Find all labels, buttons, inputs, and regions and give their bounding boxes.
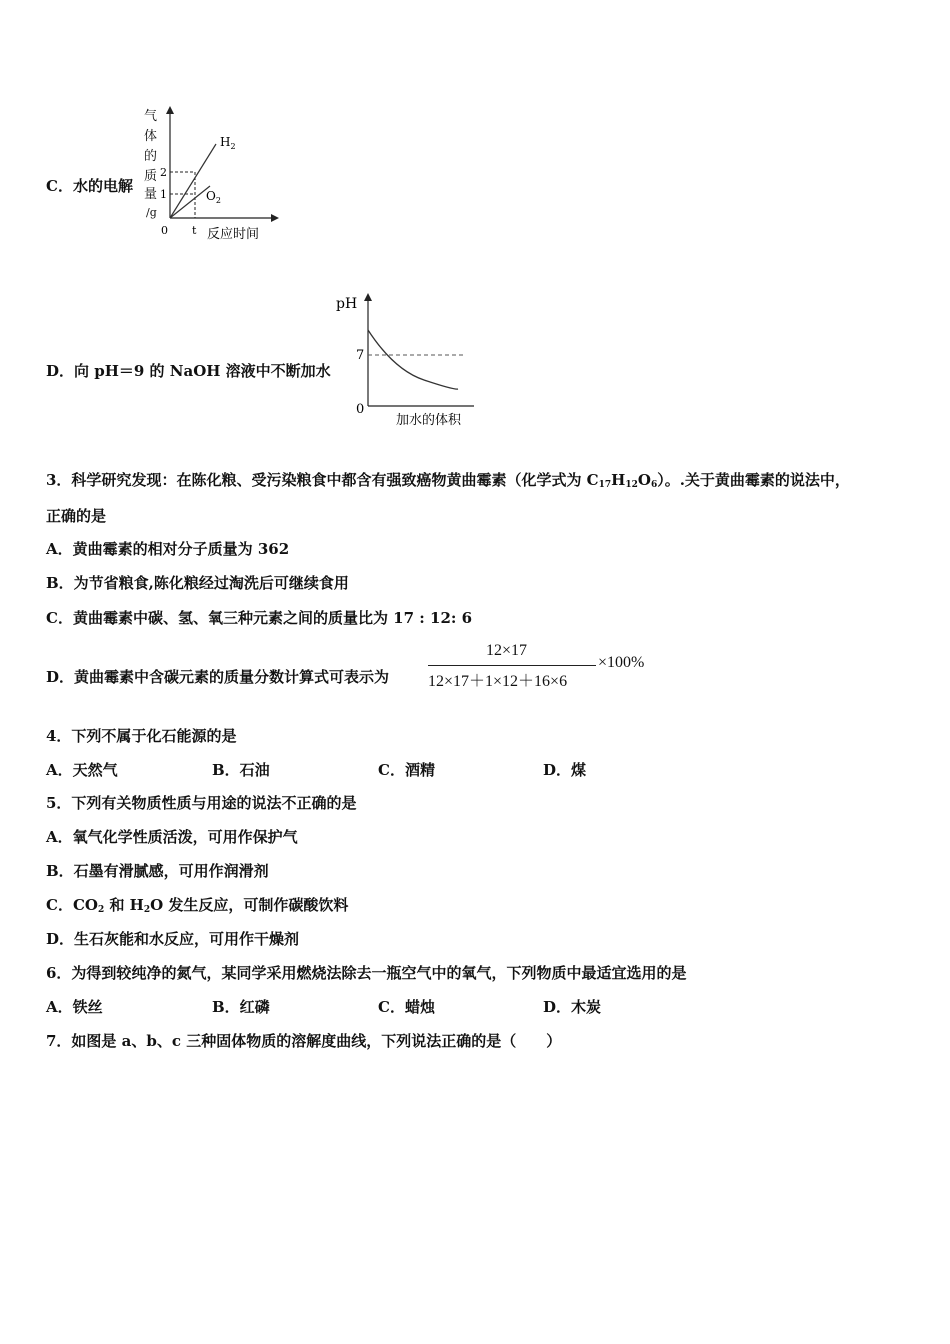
- ylabel-char-2: 体: [144, 129, 158, 144]
- ph-tick-7: 7: [356, 348, 365, 363]
- ylabel-char-4: 质: [144, 169, 158, 184]
- q3-option-d: D．黄曲霉素中含碳元素的质量分数计算式可表示为: [46, 668, 390, 686]
- t-label: t: [192, 224, 197, 237]
- q4-option-c: C．酒精: [378, 761, 435, 779]
- option-d-text: D．向 pH＝9 的 NaOH 溶液中不断加水: [46, 362, 331, 380]
- q3-option-c: C．黄曲霉素中碳、氢、氧三种元素之间的质量比为 17 : 12: 6: [46, 609, 473, 627]
- ylabel-char-5: 量: [144, 187, 158, 202]
- y-tick-1: 1: [160, 188, 167, 201]
- h2-label: $H_2$: [220, 135, 236, 151]
- q6-stem: 6．为得到较纯净的氮气，某同学采用燃烧法除去一瓶空气中的氧气，下列物质中最适宜选用的是: [46, 964, 687, 982]
- q4-option-d: D．煤: [543, 761, 587, 779]
- o2-line: [170, 186, 210, 218]
- o2-label: $O_2$: [206, 189, 221, 205]
- ph-graph: [334, 290, 484, 430]
- q5-option-c: C．$CO_2$ 和 $H_2O$ 发生反应，可制作碳酸饮料: [46, 896, 349, 915]
- fraction-bar: [428, 665, 596, 666]
- ph-curve: [368, 330, 458, 389]
- q3-option-a: A．黄曲霉素的相对分子质量为 362: [46, 540, 290, 558]
- fraction-numerator: 12×17: [486, 642, 528, 659]
- ph-origin: 0: [356, 402, 365, 417]
- q4-option-b: B．石油: [212, 761, 270, 779]
- q3-stem: 3．科学研究发现：在陈化粮、受污染粮食中都含有强致癌物黄曲霉素（化学式为 $C_{17}H_{12}O_6$）。.关于黄曲霉素的说法中，: [46, 471, 850, 490]
- y-axis-arrow: [166, 106, 174, 114]
- q6-option-b: B．红磷: [212, 998, 270, 1016]
- option-c-label: C．水的电解: [46, 177, 133, 195]
- y-tick-2: 2: [160, 166, 167, 179]
- h2-line: [170, 144, 216, 218]
- q4-option-a: A．天然气: [46, 761, 118, 779]
- q7-stem: 7．如图是 a、b、c 三种固体物质的溶解度曲线，下列说法正确的是（ ）: [46, 1032, 562, 1050]
- ph-y-arrow: [364, 293, 372, 301]
- ylabel-char-1: 气: [144, 109, 158, 124]
- electrolysis-graph: [140, 104, 290, 244]
- fraction-denominator: 12×17＋1×12＋16×6: [428, 673, 568, 690]
- origin-label: 0: [161, 224, 168, 237]
- q3-stem-line2: 正确的是: [46, 507, 107, 525]
- x-axis-arrow: [271, 214, 279, 222]
- q6-option-d: D．木炭: [543, 998, 602, 1016]
- ph-x-label: 加水的体积: [396, 413, 462, 428]
- q5-option-b: B．石墨有滑腻感，可用作润滑剂: [46, 862, 269, 880]
- ph-axis-label: pH: [336, 296, 358, 312]
- ylabel-char-6: /g: [146, 206, 157, 219]
- q5-stem: 5．下列有关物质性质与用途的说法不正确的是: [46, 794, 357, 812]
- x-axis-label: 反应时间: [207, 227, 260, 242]
- ylabel-char-3: 的: [144, 149, 158, 164]
- q5-option-a: A．氧气化学性质活泼，可用作保护气: [46, 828, 298, 846]
- q4-stem: 4．下列不属于化石能源的是: [46, 727, 237, 745]
- q5-option-d: D．生石灰能和水反应，可用作干燥剂: [46, 930, 300, 948]
- fraction-multiplier: ×100%: [598, 654, 645, 671]
- q6-option-a: A．铁丝: [46, 998, 103, 1016]
- q6-option-c: C．蜡烛: [378, 998, 435, 1016]
- q3-option-b: B．为节省粮食,陈化粮经过淘洗后可继续食用: [46, 574, 349, 592]
